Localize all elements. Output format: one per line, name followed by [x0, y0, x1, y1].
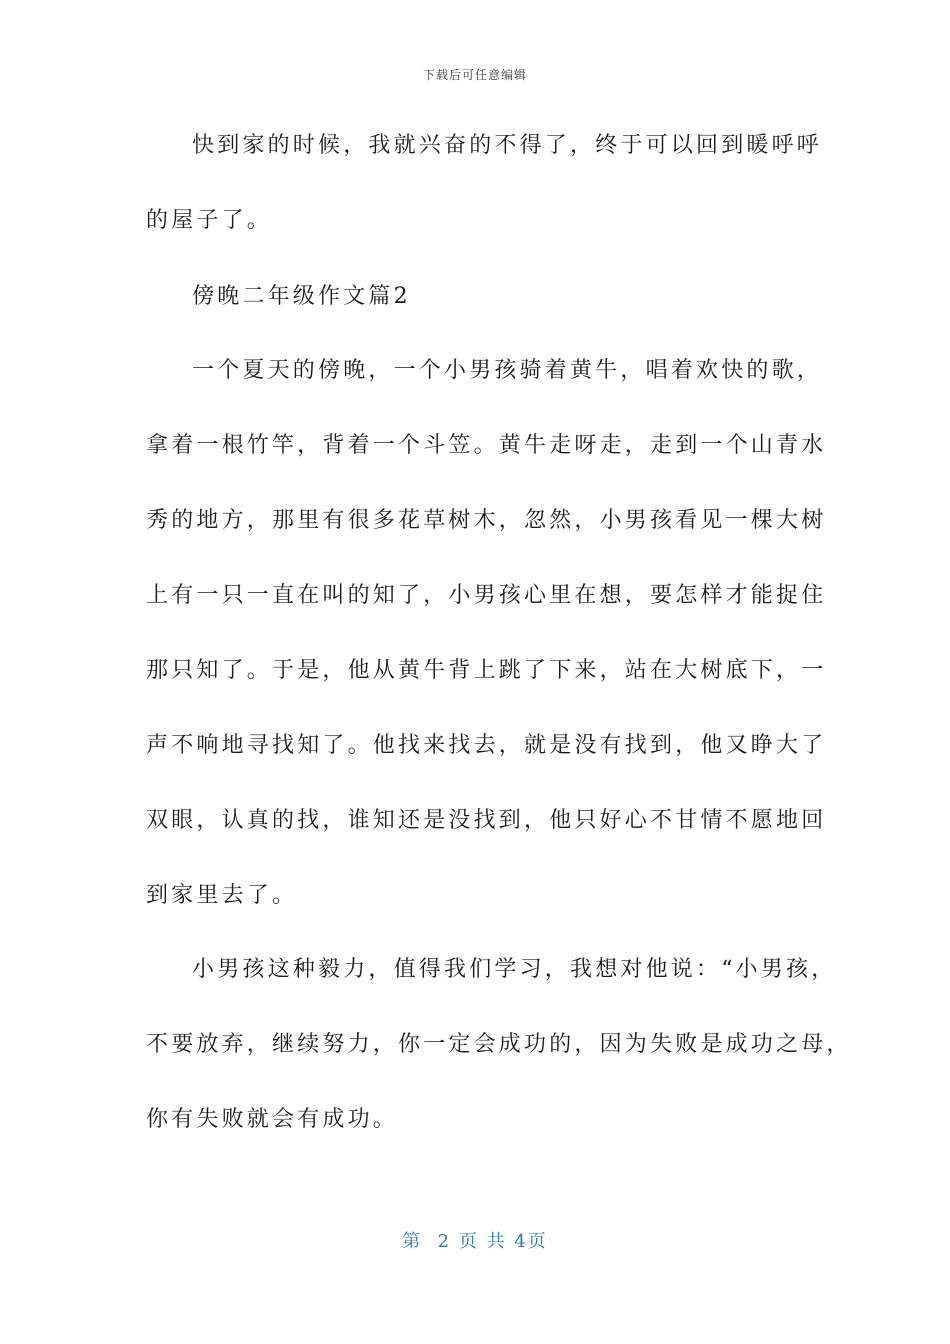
section-heading: 傍晚二年级作文篇2 [192, 284, 411, 309]
paragraph-line: 上有一只一直在叫的知了，小男孩心里在想，要怎样才能捉住 [146, 583, 827, 608]
paragraph-line: 的屋子了。 [146, 208, 273, 233]
paragraph-line: 那只知了。于是，他从黄牛背上跳了下来，站在大树底下，一 [146, 658, 827, 683]
paragraph-line: 双眼，认真的找，谁知还是没找到，他只好心不甘情不愿地回 [146, 808, 827, 833]
paragraph-line: 一个夏天的傍晚，一个小男孩骑着黄牛，唱着欢快的歌， [192, 358, 823, 383]
paragraph-line: 拿着一根竹竿，背着一个斗笠。黄牛走呀走，走到一个山青水 [146, 433, 827, 458]
paragraph-line: 不要放弃，继续努力，你一定会成功的，因为失败是成功之母， [146, 1032, 852, 1057]
paragraph-line: 小男孩这种毅力，值得我们学习，我想对他说：“小男孩， [192, 957, 837, 982]
paragraph-line: 你有失败就会有成功。 [146, 1107, 399, 1132]
paragraph-line: 到家里去了。 [146, 883, 298, 908]
paragraph-line: 快到家的时候，我就兴奋的不得了，终于可以回到暖呼呼 [192, 133, 823, 158]
page-header-note: 下载后可任意编辑 [422, 68, 527, 82]
paragraph-line: 声不响地寻找知了。他找来找去，就是没有找到，他又睁大了 [146, 733, 827, 758]
page-number-footer: 第 2 页 共 4页 [402, 1231, 548, 1252]
paragraph-line: 秀的地方，那里有很多花草树木，忽然，小男孩看见一棵大树 [146, 508, 827, 533]
